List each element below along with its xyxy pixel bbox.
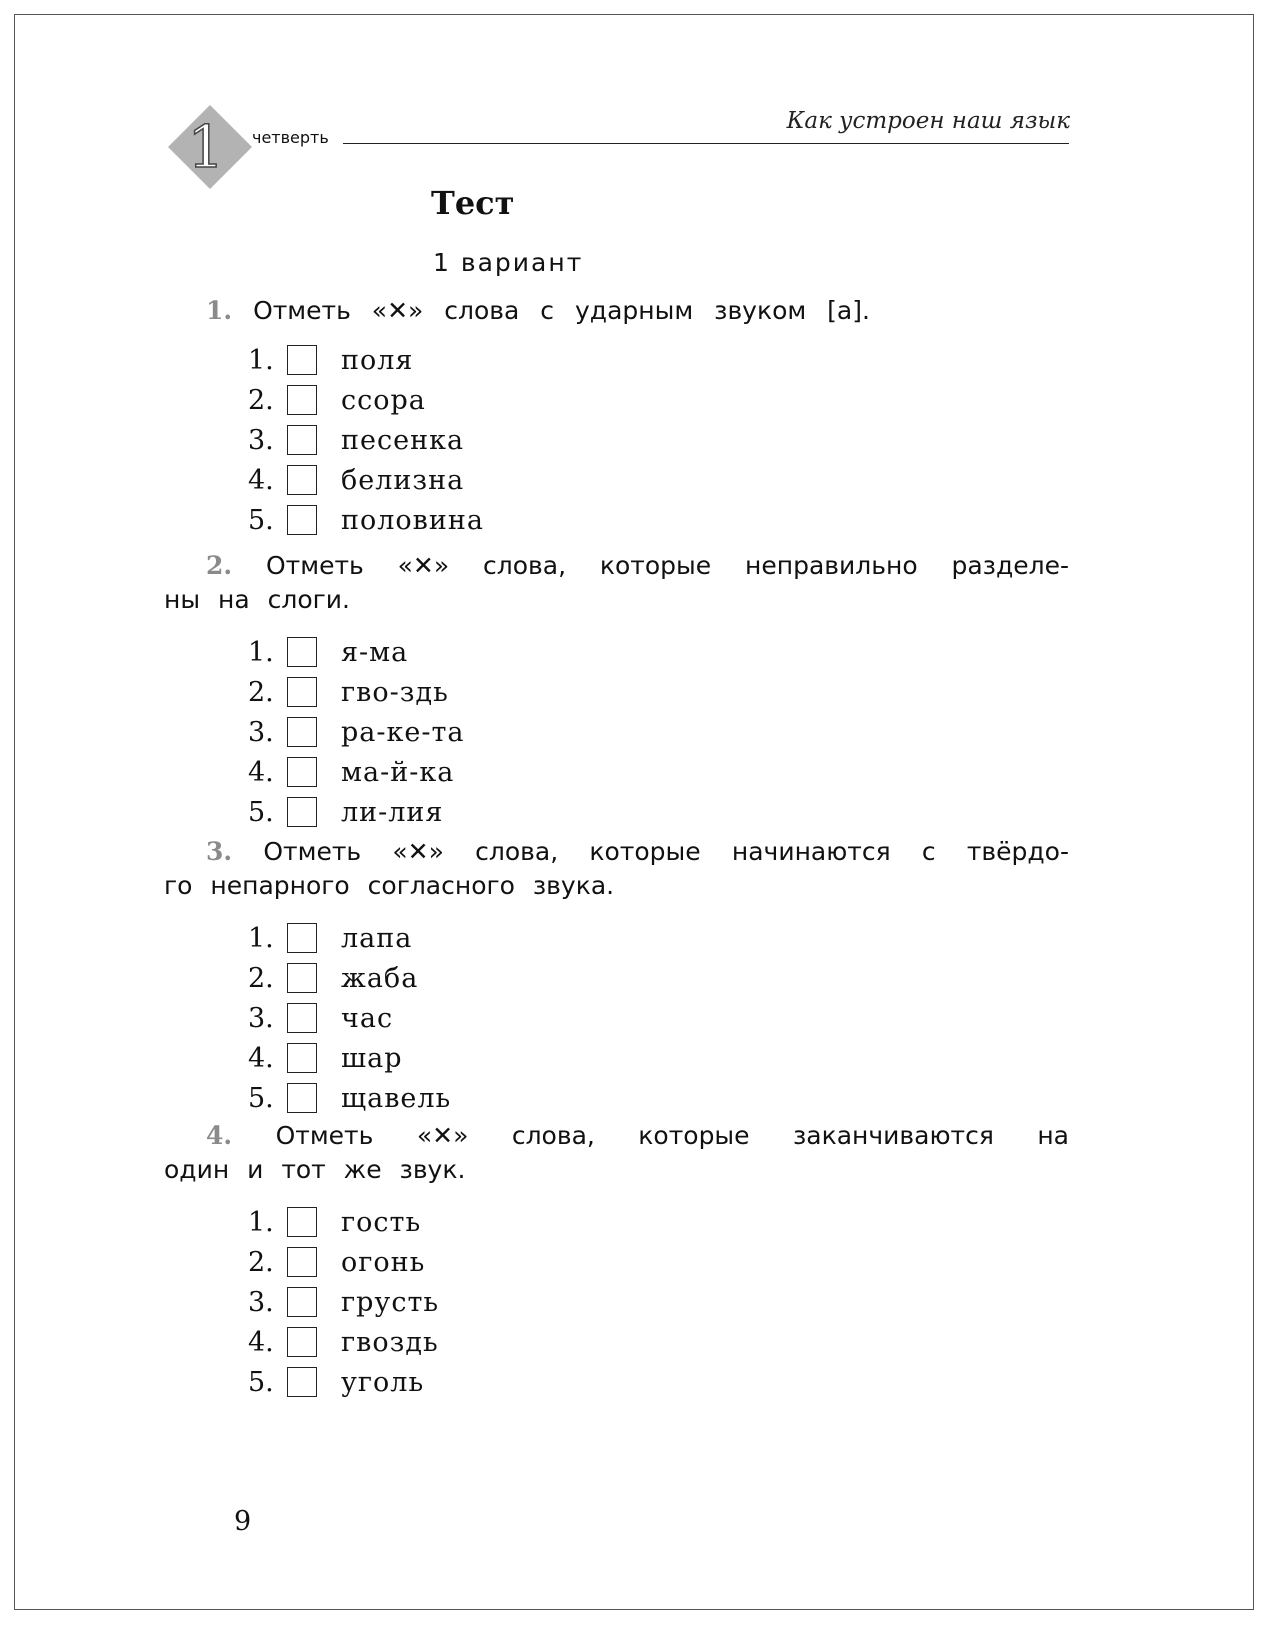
option-number: 4.: [248, 464, 274, 496]
option-number: 5.: [248, 1366, 274, 1398]
answer-checkbox[interactable]: [287, 1003, 317, 1033]
option-word: гость: [341, 1206, 422, 1238]
option-number: 1.: [248, 1206, 274, 1238]
variant-label: 1 вариант: [433, 248, 584, 277]
option-number: 5.: [248, 796, 274, 828]
answer-option: [248, 1362, 439, 1402]
option-number: 3.: [248, 424, 274, 456]
option-word: песенка: [341, 424, 465, 456]
option-word: ли-лия: [341, 796, 444, 828]
answer-option: [248, 918, 451, 958]
answer-option: [248, 672, 465, 712]
option-word: час: [341, 1002, 394, 1034]
option-number: 1.: [248, 636, 274, 668]
option-number: 2.: [248, 676, 274, 708]
option-word: ра-ке-та: [341, 716, 465, 748]
option-word: ма-й-ка: [341, 756, 455, 788]
option-number: 1.: [248, 344, 274, 376]
question-number: 3.: [206, 837, 233, 866]
option-number: 5.: [248, 504, 274, 536]
option-word: шар: [341, 1042, 403, 1074]
answer-option: [248, 752, 465, 792]
option-word: гвоздь: [341, 1326, 439, 1358]
option-number: 3.: [248, 1002, 274, 1034]
option-number: 4.: [248, 1042, 274, 1074]
answer-checkbox[interactable]: [287, 923, 317, 953]
question-text: ны на слоги.: [164, 585, 350, 614]
page-number: 9: [234, 1506, 252, 1537]
option-word: белизна: [341, 464, 465, 496]
answer-option: [248, 712, 465, 752]
answer-checkbox[interactable]: [287, 1207, 317, 1237]
answer-checkbox[interactable]: [287, 1083, 317, 1113]
option-word: лапа: [341, 922, 413, 954]
option-number: 1.: [248, 922, 274, 954]
options-list: [248, 340, 484, 540]
option-number: 2.: [248, 962, 274, 994]
answer-checkbox[interactable]: [287, 1287, 317, 1317]
answer-checkbox[interactable]: [287, 1247, 317, 1277]
answer-option: [248, 340, 484, 380]
quarter-label: четверть: [252, 128, 329, 147]
question-1: [164, 294, 1069, 328]
answer-option: [248, 1322, 439, 1362]
option-number: 3.: [248, 716, 274, 748]
question-number: 2.: [206, 551, 233, 580]
option-word: щавель: [341, 1082, 452, 1114]
answer-checkbox[interactable]: [287, 717, 317, 747]
answer-checkbox[interactable]: [287, 425, 317, 455]
answer-option: [248, 500, 484, 540]
answer-checkbox[interactable]: [287, 1367, 317, 1397]
option-word: жаба: [341, 962, 419, 994]
options-list: [248, 918, 451, 1118]
quarter-number: 1: [187, 113, 225, 181]
header-title: Как устроен наш язык: [786, 108, 1070, 134]
option-word: половина: [341, 504, 484, 536]
option-number: 3.: [248, 1286, 274, 1318]
question-text: Отметь «✕» слова с ударным звуком [а].: [253, 296, 870, 325]
options-list: [248, 632, 465, 832]
option-number: 4.: [248, 1326, 274, 1358]
answer-option: [248, 958, 451, 998]
answer-checkbox[interactable]: [287, 505, 317, 535]
option-word: я-ма: [341, 636, 409, 668]
answer-option: [248, 420, 484, 460]
answer-checkbox[interactable]: [287, 385, 317, 415]
option-number: 5.: [248, 1082, 274, 1114]
test-title: Тест: [431, 184, 515, 222]
answer-option: [248, 460, 484, 500]
option-word: огонь: [341, 1246, 426, 1278]
option-word: грусть: [341, 1286, 440, 1318]
option-word: уголь: [341, 1366, 425, 1398]
answer-option: [248, 380, 484, 420]
page-frame: [14, 14, 1254, 1610]
answer-option: [248, 1038, 451, 1078]
answer-checkbox[interactable]: [287, 677, 317, 707]
answer-checkbox[interactable]: [287, 345, 317, 375]
option-word: ссора: [341, 384, 426, 416]
answer-option: [248, 1202, 439, 1242]
question-2: [164, 549, 1069, 617]
question-text: один и тот же звук.: [164, 1155, 466, 1184]
options-list: [248, 1202, 439, 1402]
question-number: 4.: [206, 1121, 233, 1150]
answer-option: [248, 792, 465, 832]
answer-checkbox[interactable]: [287, 637, 317, 667]
question-text: Отметь «✕» слова, которые заканчиваются на: [275, 1121, 1069, 1150]
answer-checkbox[interactable]: [287, 757, 317, 787]
answer-option: [248, 632, 465, 672]
question-4: [164, 1119, 1069, 1187]
option-word: поля: [341, 344, 414, 376]
answer-option: [248, 1078, 451, 1118]
answer-checkbox[interactable]: [287, 1043, 317, 1073]
question-3: [164, 835, 1069, 903]
question-text: Отметь «✕» слова, которые неправильно разделе-: [265, 551, 1070, 580]
quarter-badge: [168, 105, 252, 189]
answer-option: [248, 998, 451, 1038]
option-number: 2.: [248, 384, 274, 416]
option-number: 2.: [248, 1246, 274, 1278]
answer-checkbox[interactable]: [287, 465, 317, 495]
question-number: 1.: [206, 296, 233, 325]
option-number: 4.: [248, 756, 274, 788]
answer-checkbox[interactable]: [287, 797, 317, 827]
header-rule: [343, 143, 1069, 144]
question-text: Отметь «✕» слова, которые начинаются с твёрдо-: [263, 837, 1069, 866]
answer-checkbox[interactable]: [287, 1327, 317, 1357]
answer-option: [248, 1242, 439, 1282]
question-text: го непарного согласного звука.: [164, 871, 615, 900]
answer-option: [248, 1282, 439, 1322]
option-word: гво-здь: [341, 676, 449, 708]
answer-checkbox[interactable]: [287, 963, 317, 993]
